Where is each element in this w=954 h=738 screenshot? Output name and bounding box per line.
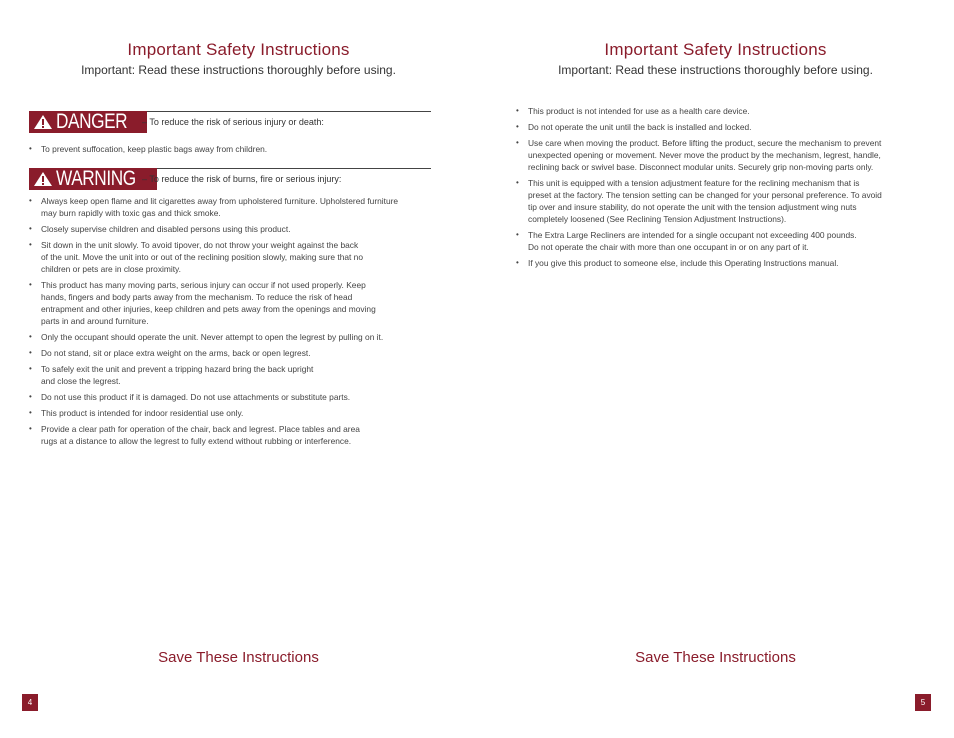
warning-triangle-icon <box>33 114 53 130</box>
list-item-text: Do not use this product if it is damaged. Do not use attachments or substitute parts. <box>41 392 351 402</box>
danger-label: DANGER <box>56 110 128 133</box>
bullet-dot: • <box>29 348 32 357</box>
list-item-text: The Extra Large Recliners are intended for a single occupant not exceeding 400 pounds. Do not operate the chair with more than one occupant in or on any part of it. <box>528 230 857 252</box>
list-item-text: Do not operate the unit until the back is installed and locked. <box>528 122 752 132</box>
bullet-dot: • <box>29 424 32 433</box>
divider <box>141 168 431 169</box>
list-item <box>29 223 449 235</box>
bullet-dot: • <box>29 392 32 401</box>
list-item <box>516 229 946 253</box>
bullet-dot: • <box>29 332 32 341</box>
list-item-text: Provide a clear path for operation of the chair, back and legrest. Place tables and area rugs at a distance to allow the legrest to fully extend without rubbing or interference. <box>41 424 360 446</box>
bullet-dot: • <box>29 240 32 249</box>
list-item <box>29 143 439 155</box>
list-item-text: This product is not intended for use as a health care device. <box>528 106 750 116</box>
bullet-dot: • <box>516 122 519 131</box>
list-item-text: If you give this product to someone else, include this Operating Instructions manual. <box>528 258 839 268</box>
page-title: Important Safety Instructions <box>604 40 827 59</box>
page-subtitle: Important: Read these instructions thoroughly before using. <box>81 63 396 77</box>
warning-badge <box>29 168 157 190</box>
list-item-text: Only the occupant should operate the unit. Never attempt to open the legrest by pulling on it. <box>41 332 384 342</box>
save-instructions: Save These Instructions <box>635 649 796 666</box>
list-item <box>29 391 449 403</box>
warning-triangle-icon <box>33 171 53 187</box>
page-title: Important Safety Instructions <box>127 40 350 59</box>
danger-bullet-list <box>29 143 439 159</box>
bullet-dot: • <box>29 144 32 153</box>
bullet-dot: • <box>516 138 519 147</box>
list-item-text: This product is intended for indoor residential use only. <box>41 408 244 418</box>
list-item-text: Do not stand, sit or place extra weight on the arms, back or open legrest. <box>41 348 311 358</box>
bullet-dot: • <box>29 280 32 289</box>
danger-section <box>29 111 431 135</box>
list-item-text: Sit down in the unit slowly. To avoid tipover, do not throw your weight against the back of the unit. Move the unit into or out of the reclining position slowly, making sure that no children or pets are in close proximity. <box>41 240 363 274</box>
list-item <box>516 105 946 117</box>
bullet-dot: • <box>516 178 519 187</box>
danger-text: – To reduce the risk of serious injury or death: <box>142 117 324 127</box>
bullet-dot: • <box>516 258 519 267</box>
divider <box>141 111 431 112</box>
list-item-text: To safely exit the unit and prevent a tripping hazard bring the back upright and close the legrest. <box>41 364 314 386</box>
list-item <box>29 279 449 327</box>
save-instructions: Save These Instructions <box>158 649 319 666</box>
page-number: 5 <box>915 694 931 711</box>
bullet-dot: • <box>516 230 519 239</box>
page-subtitle: Important: Read these instructions thoroughly before using. <box>558 63 873 77</box>
bullet-dot: • <box>516 106 519 115</box>
list-item-text: Always keep open flame and lit cigarettes away from upholstered furniture. Upholstered furniture may burn rapidly with toxic gas and thick smoke. <box>41 196 399 218</box>
list-item-text: This unit is equipped with a tension adjustment feature for the reclining mechanism that is preset at the factory. The tension setting can be changed for your personal preference. To avoid tip over and insure stability, do not operate the unit with the tension adjustment wing nuts completely loosened (See Reclining Tension Adjustment Instructions). <box>528 178 882 224</box>
list-item <box>29 239 449 275</box>
list-item <box>516 177 946 225</box>
page-number: 4 <box>22 694 38 711</box>
warning-section <box>29 168 431 192</box>
list-item <box>516 257 946 269</box>
list-item <box>29 195 449 219</box>
bullet-dot: • <box>29 224 32 233</box>
list-item <box>29 407 449 419</box>
list-item-text: This product has many moving parts, serious injury can occur if not used properly. Keep hands, fingers and body parts away from the mechanism. To reduce the risk of head entrapment and other injuries, keep children and pets away from the openings and moving parts in and around furniture. <box>41 280 376 326</box>
list-item-text: Closely supervise children and disabled persons using this product. <box>41 224 291 234</box>
warning-text: – To reduce the risk of burns, fire or serious injury: <box>142 174 342 184</box>
warning-bullet-list <box>29 195 449 451</box>
list-item <box>29 363 449 387</box>
bullet-dot: • <box>29 196 32 205</box>
bullet-dot: • <box>29 364 32 373</box>
list-item <box>516 121 946 133</box>
list-item <box>516 137 946 173</box>
warning-label: WARNING <box>56 167 136 190</box>
list-item <box>29 347 449 359</box>
safety-bullet-list <box>516 105 946 273</box>
list-item-text: Use care when moving the product. Before lifting the product, secure the mechanism to prevent unexpected opening or movement. Never move the product by the mechanism, legrest, handle, reclining back or swivel base. Disconnect modular units. Securely grip non-moving parts only. <box>528 138 882 172</box>
list-item-text: To prevent suffocation, keep plastic bags away from children. <box>41 144 268 154</box>
bullet-dot: • <box>29 408 32 417</box>
list-item <box>29 331 449 343</box>
list-item <box>29 423 449 447</box>
danger-badge <box>29 111 147 133</box>
right-page <box>477 0 954 738</box>
